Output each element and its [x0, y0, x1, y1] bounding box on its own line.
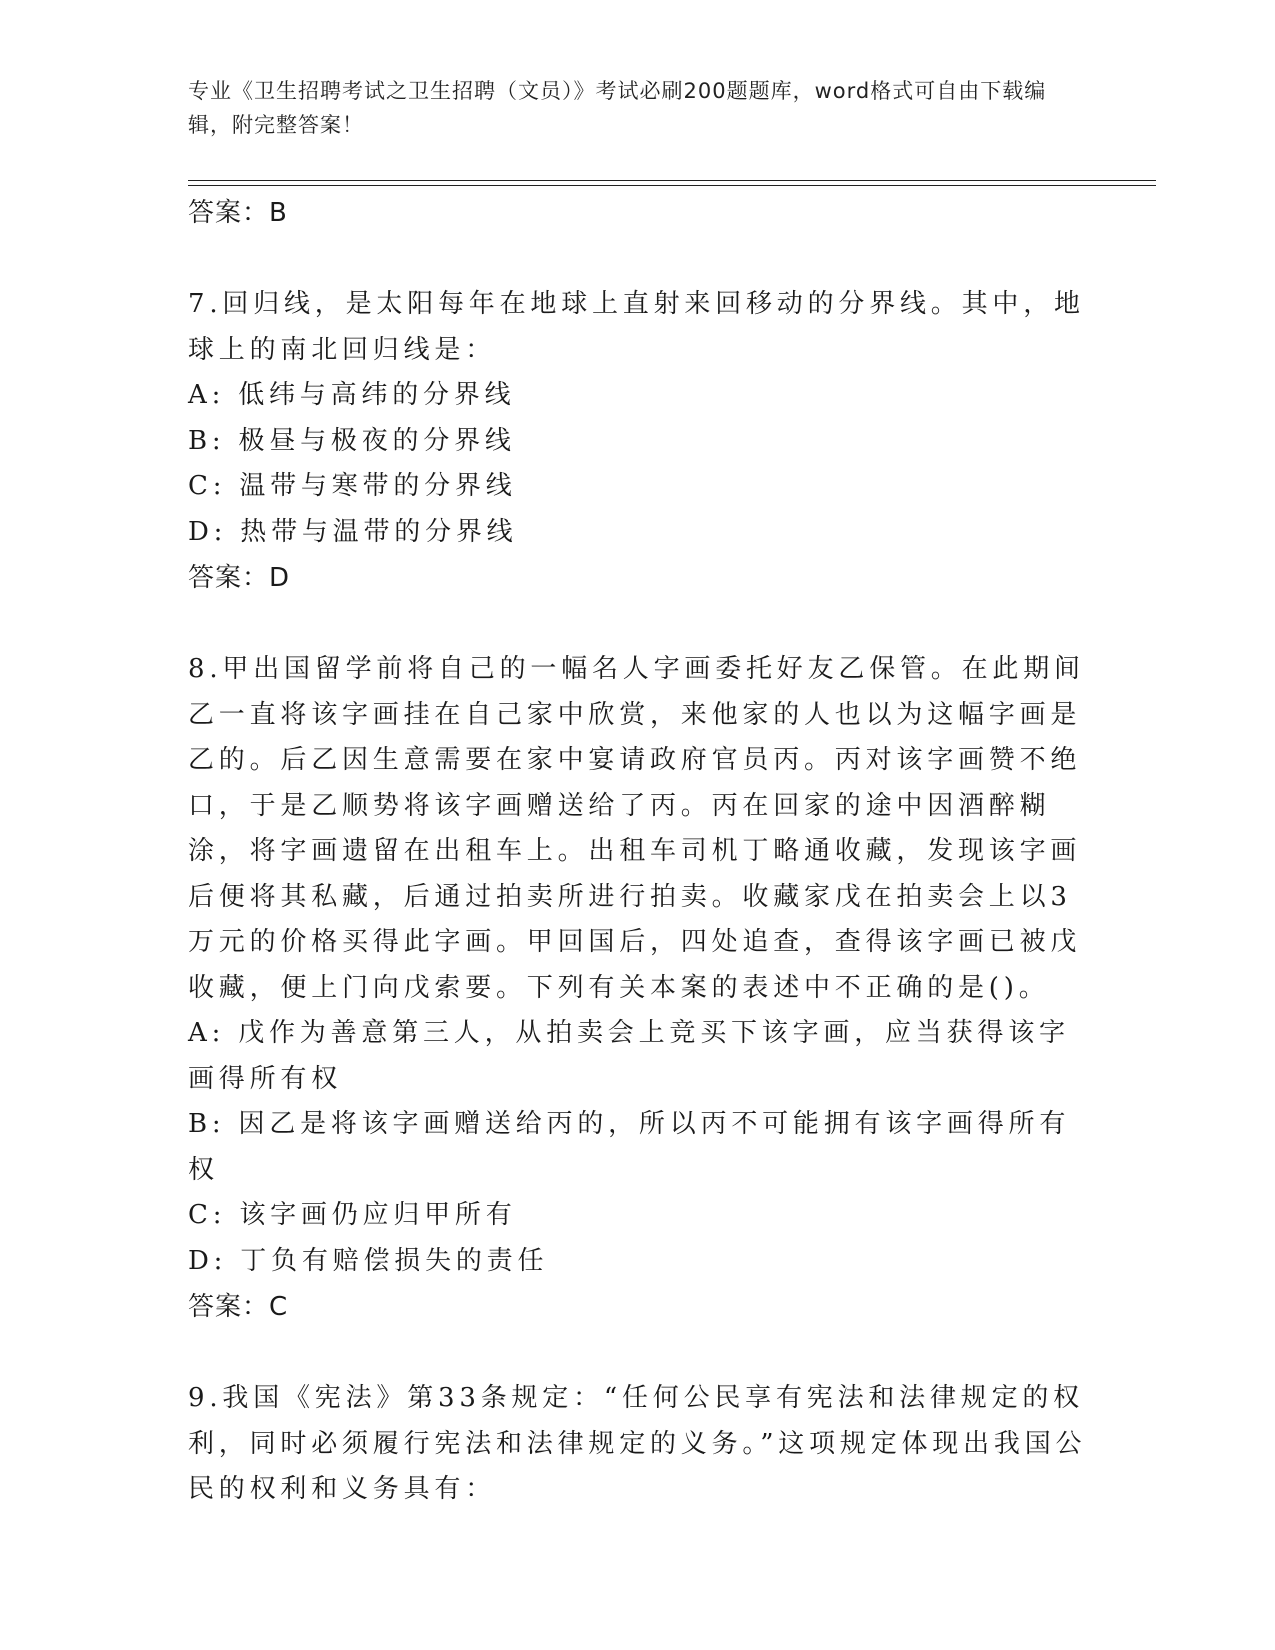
option-c: C: 该字画仍应归甲所有 — [188, 1200, 517, 1230]
option-d: D: 热带与温带的分界线 — [188, 516, 518, 547]
answer-previous: 答案：B — [188, 198, 288, 228]
option-d: D: 丁负有赔偿损失的责任 — [188, 1245, 549, 1276]
document-header — [188, 74, 1068, 142]
question-7 — [188, 282, 1088, 601]
question-text: 9.我国《宪法》第33条规定：“任何公民享有宪法和法律规定的权利，同时必须履行宪法和法律规定的义务。”这项规定体现出我国公民的权利和义务具有： — [188, 1383, 1087, 1504]
header-title: 专业《卫生招聘考试之卫生招聘（文员）》考试必刷200题题库，word格式可自由下载编辑，附完整答案！ — [188, 79, 1047, 137]
answer: 答案：C — [188, 1292, 289, 1322]
option-a: A: 低纬与高纬的分界线 — [188, 380, 516, 410]
option-a: A: 戊作为善意第三人，从拍卖会上竞买下该字画，应当获得该字画得所有权 — [188, 1018, 1070, 1094]
header-divider-top — [188, 180, 1156, 181]
option-b: B: 因乙是将该字画赠送给丙的，所以丙不可能拥有该字画得所有权 — [188, 1109, 1071, 1185]
option-c: C: 温带与寒带的分界线 — [188, 471, 517, 501]
question-8 — [188, 647, 1088, 1330]
answer: 答案：D — [188, 563, 291, 593]
question-9 — [188, 1376, 1088, 1513]
header-divider-bottom — [188, 185, 1156, 186]
document-body — [188, 190, 1088, 1513]
question-text: 7.回归线，是太阳每年在地球上直射来回移动的分界线。其中，地球上的南北回归线是： — [188, 289, 1085, 365]
option-b: B: 极昼与极夜的分界线 — [188, 425, 516, 456]
question-text: 8.甲出国留学前将自己的一幅名人字画委托好友乙保管。在此期间乙一直将该字画挂在自己家中欣赏，来他家的人也以为这幅字画是乙的。后乙因生意需要在家中宴请政府官员丙。丙对该字画赞不绝口，于是乙顺势将该字画赠送给了丙。丙在回家的途中因酒醉糊涂，将字画遗留在出租车上。出租车司机丁略通收藏，发现该字画后便将其私藏，后通过拍卖所进行拍卖。收藏家戊在拍卖会上以3万元的价格买得此字画。甲回国后，四处追查，查得该字画已被戊收藏，便上门向戊索要。下列有关本案的表述中不正确的是()。 — [188, 654, 1085, 1003]
